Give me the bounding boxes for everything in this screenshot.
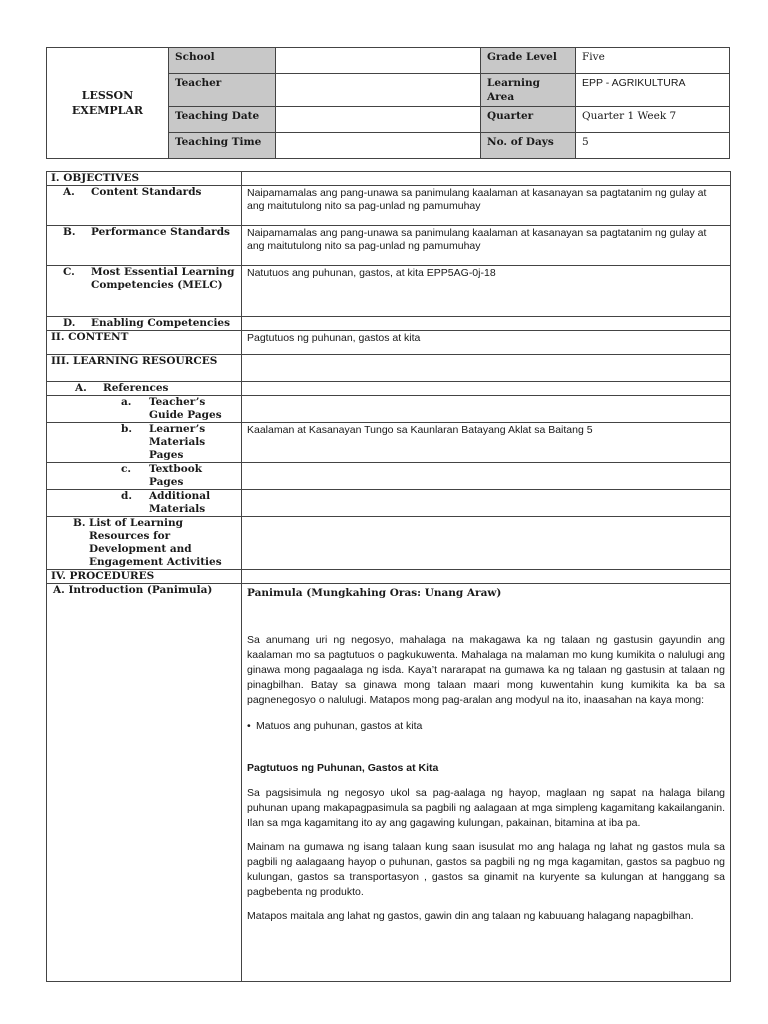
lesson-exemplar-title: LESSON EXEMPLAR: [47, 48, 169, 159]
content-heading: II. CONTENT: [47, 331, 242, 355]
learners-materials-text: Kaalaman at Kasanayan Tungo sa Kaunlaran Batayang Aklat sa Baitang 5: [242, 423, 731, 463]
textbook-pages-text: [242, 463, 731, 490]
introduction-label: A. Introduction (Panimula): [47, 584, 242, 982]
objective-bullet: • Matuos ang puhunan, gastos at kita: [247, 720, 423, 732]
list-of-resources-label: B. List of Learning Resources for Development and Engagement Activities: [47, 517, 242, 570]
intro-paragraph-4: Matapos maitala ang lahat ng gastos, gawin din ang talaan ng kabuuang halagang napagbilhan.: [247, 910, 694, 922]
teaching-date-label: Teaching Date: [169, 107, 276, 133]
grade-level-value: Five: [576, 48, 730, 74]
section-heading-pagtutuos: Pagtutuos ng Puhunan, Gastos at Kita: [247, 762, 439, 774]
school-label: School: [169, 48, 276, 74]
teachers-guide-text: [242, 396, 731, 423]
lesson-header-table: [46, 47, 730, 159]
grade-level-label: Grade Level: [481, 48, 576, 74]
no-of-days-label: No. of Days: [481, 133, 576, 159]
no-of-days-value: 5: [576, 133, 730, 159]
learning-area-label: Learning Area: [481, 74, 576, 107]
learners-materials-label: b. Learner’s Materials Pages: [47, 423, 242, 463]
additional-materials-text: [242, 490, 731, 517]
content-standards-label: A. Content Standards: [47, 186, 242, 226]
intro-paragraph-2: Sa pagsisimula ng negosyo ukol sa pag-aalaga ng hayop, maglaan ng sapat na halaga bilang puhunan upang makapagpasimula sa pagbili ng aalagaan at mga simpleng kagamitang kakailanganin. Ilan sa mga kagamitang ito ay ang gagawing kulungan, pakainan, bitamina at iba pa.: [247, 787, 725, 829]
quarter-label: Quarter: [481, 107, 576, 133]
teaching-time-label: Teaching Time: [169, 133, 276, 159]
content-text: Pagtutuos ng puhunan, gastos at kita: [242, 331, 731, 355]
school-value: [276, 48, 481, 74]
melc-label: C. Most Essential Learning Competencies (MELC): [47, 266, 242, 317]
teaching-date-value: [276, 107, 481, 133]
enabling-competencies-label: D. Enabling Competencies: [47, 317, 242, 331]
melc-text: Natutuos ang puhunan, gastos, at kita EPP5AG-0j-18: [242, 266, 731, 317]
introduction-content: [242, 584, 731, 982]
content-standards-text: Naipamamalas ang pang-unawa sa panimulang kaalaman at kasanayan sa pagtatanim ng gulay at ang maitutulong nito sa pag-unlad ng pamumuhay: [242, 186, 731, 226]
textbook-pages-label: c. Textbook Pages: [47, 463, 242, 490]
introduction-heading: Panimula (Mungkahing Oras: Unang Araw): [247, 587, 502, 599]
intro-paragraph-1: Sa anumang uri ng negosyo, mahalaga na makagawa ka ng talaan ng gastusin gayundin ang kaalaman mo sa pagtutuos o pagkukuwenta. Mahalaga na malaman mo kung kumikita o nalulugi ang ginawa mong pagaalaga ng isda. Kaya’t nararapat na gumawa ka ng talaan ng gastusin at talaan ng pinagbilhan. Batay sa ginawa mong talaan maari mong kuwentahin kung kumikita ka ba sa pagnenegosyo o nalulugi. Matapos mong pag-aralan ang modyul na ito, inaasahan na kaya mong:: [247, 634, 725, 706]
references-label: A. References: [47, 382, 242, 396]
objective-bullet-text: Matuos ang puhunan, gastos at kita: [256, 720, 423, 732]
quarter-value: Quarter 1 Week 7: [576, 107, 730, 133]
performance-standards-label: B. Performance Standards: [47, 226, 242, 266]
learning-resources-heading: III. LEARNING RESOURCES: [47, 355, 242, 382]
additional-materials-label: d. Additional Materials: [47, 490, 242, 517]
objectives-heading: I. OBJECTIVES: [47, 172, 242, 186]
teacher-value: [276, 74, 481, 107]
procedures-heading: IV. PROCEDURES: [47, 570, 242, 584]
performance-standards-text: Naipamamalas ang pang-unawa sa panimulang kaalaman at kasanayan sa pagtatanim ng gulay at ang maitutulong nito sa pag-unlad ng pamumuhay: [242, 226, 731, 266]
teacher-label: Teacher: [169, 74, 276, 107]
learning-area-value: EPP - AGRIKULTURA: [576, 74, 730, 107]
teaching-time-value: [276, 133, 481, 159]
intro-paragraph-3: Mainam na gumawa ng isang talaan kung saan isusulat mo ang halaga ng lahat ng gastos mula sa pagbili ng aalagaang hayop o puhunan, gastos sa pagbili ng ng mga kagamitan, gastos sa pagbuo ng kulungan, gastos sa transportasyon , gastos sa ginamit na kuryente sa kulungan at hanggang sa pagbebenta ng produkto.: [247, 841, 725, 898]
teachers-guide-label: a. Teacher’s Guide Pages: [47, 396, 242, 423]
lesson-body-table: [46, 171, 731, 982]
